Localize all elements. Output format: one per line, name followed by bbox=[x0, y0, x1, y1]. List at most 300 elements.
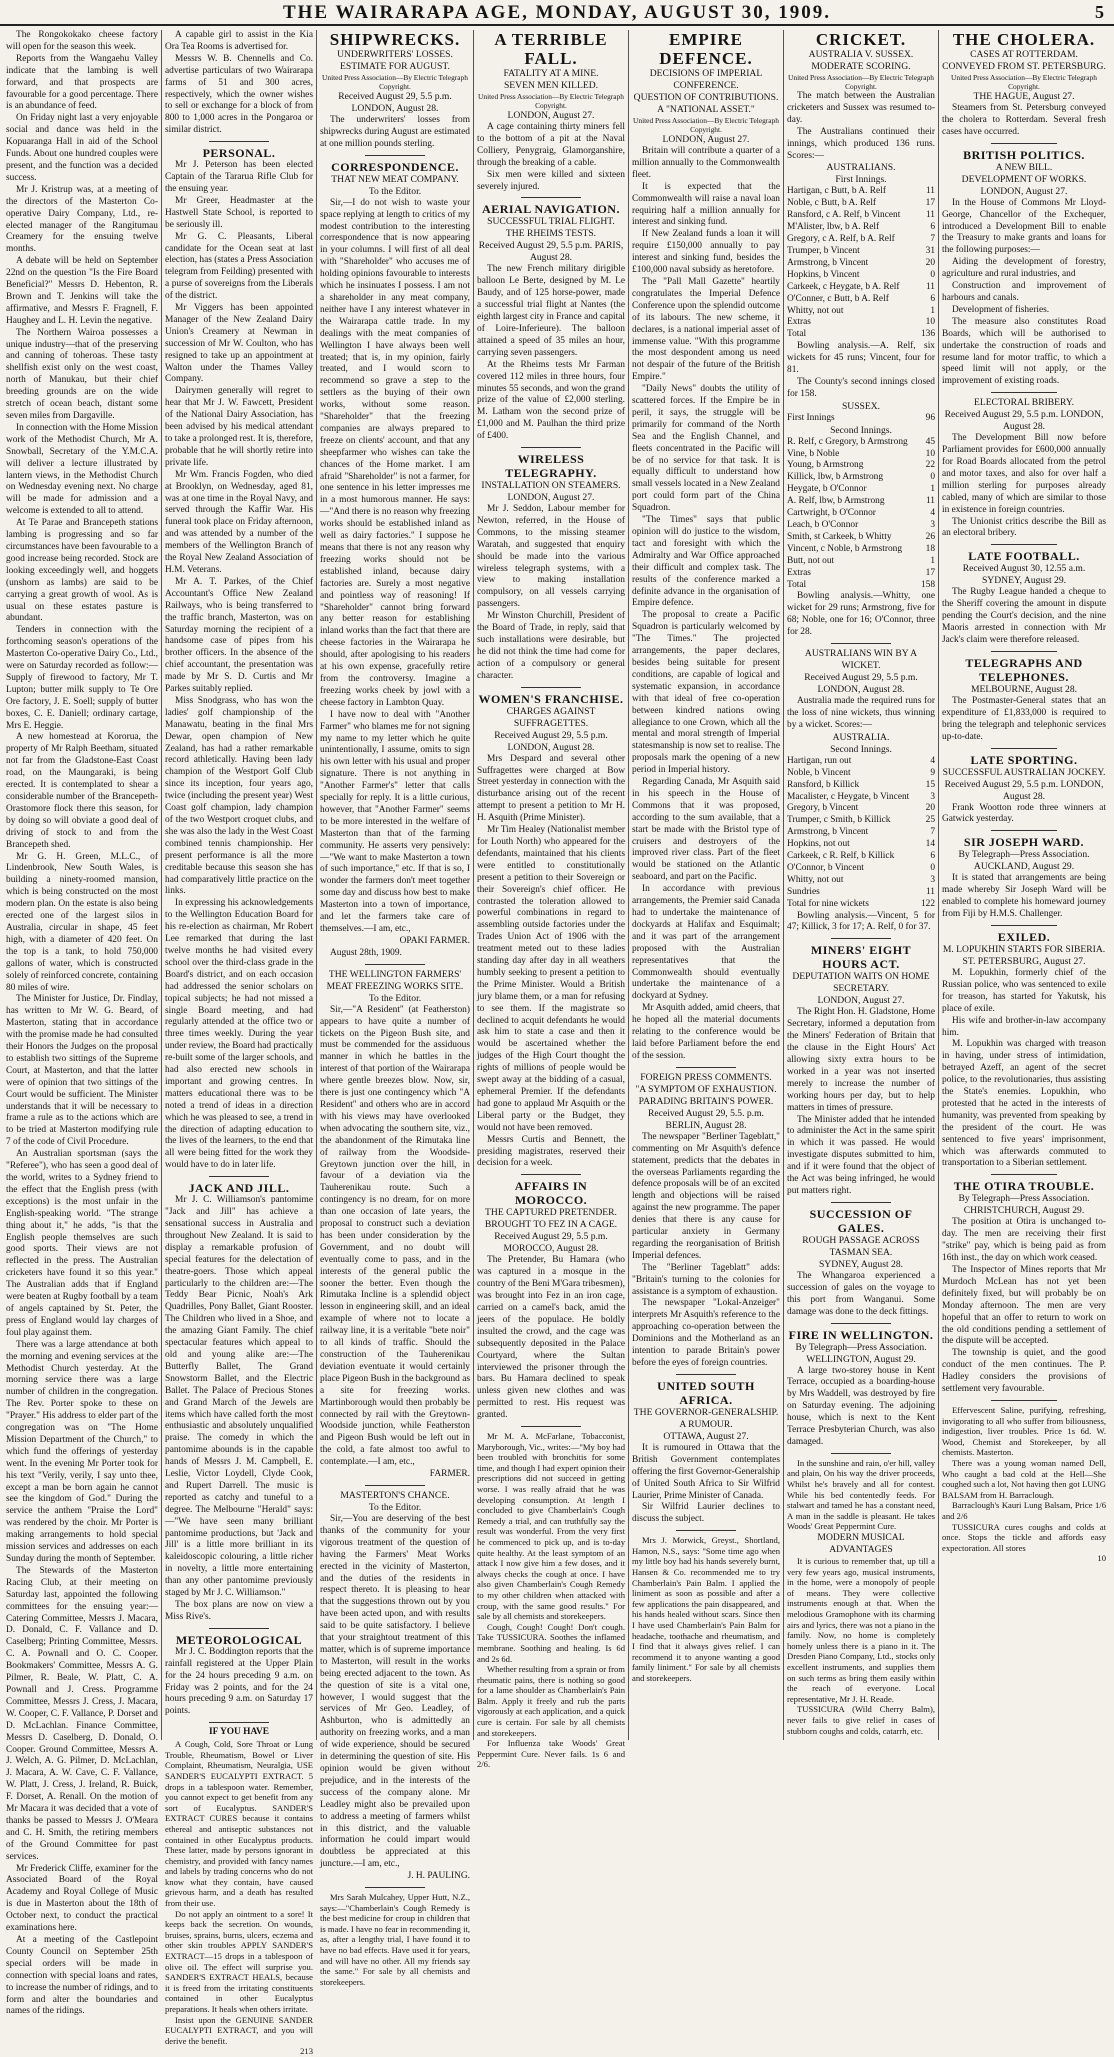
total-label: Total bbox=[787, 329, 807, 340]
batsman-runs: 20 bbox=[925, 803, 935, 814]
list-item: Construction and improvement of harbours and canals. bbox=[942, 281, 1106, 303]
batsman-name: Carkeek, c R. Relf, b Killick bbox=[787, 851, 895, 862]
batsman-name: Vincent, c Noble, b Armstrong bbox=[787, 543, 903, 554]
letter-paragraph: Sir,—You are deserving of the best thanks of the community for your vigorous treatment of the question of having the Farmers' Meat Works erected in the vicinity of Masterton, and the duties of the residents in respect thereto. It is pleasing to hear that the suggestions thrown out by you have been acted upon, and with results said to be quite satisfactory. I believe that your straightout treatment of this matter, which is of supreme importance to Masterton, will result in the works being erected adjacent to the town. As the question of site is a vital one, however, I would suggest that the services of Mr Geo. Leadley, of Ashburton, who is admittedly an authority on freezing works, and a man of wide experience, should be secured in determining the question of site. His opinion would be given without prejudice, and in the interests of the success of the company alone. Mr Leadley might also be prevailed upon to address a meeting of farmers whilst in this district, and the valuable information he could impart would doubtless be appreciated at this juncture.—I am, etc., bbox=[320, 1513, 470, 1870]
batsman-runs: 6 bbox=[930, 851, 935, 862]
dateline: LONDON, August 27. bbox=[507, 110, 595, 121]
divider bbox=[521, 1174, 580, 1175]
score-row bbox=[787, 496, 935, 508]
article-paragraph: The township is quiet, and the good conduct of the men continues. The P. Hadley considers the provisions of settlement very favourable. bbox=[942, 1348, 1106, 1395]
batsman-runs: 26 bbox=[925, 531, 935, 542]
article-paragraph: The newspaper "Lokal-Anzeiger" interprets Mr Asquith's reference to the approaching co-operation between the Dominions and the Motherland as an intention to parade Britain's power before the eyes of foreign countries. bbox=[632, 1298, 780, 1368]
team-label: AUSTRALIANS. bbox=[826, 162, 896, 174]
advertisement-text: Cough, Cough! Cough! Don't cough. Take TUSSICURA. Soothes the inflamed membrane. Soothing and healing. Is 6d and 2s 6d. bbox=[477, 1621, 625, 1664]
batsman-name: Noble, b Vincent bbox=[787, 767, 851, 778]
batsman-runs: 15 bbox=[925, 779, 935, 790]
column-6 bbox=[787, 30, 935, 1740]
subheading: MASTERTON'S CHANCE. bbox=[340, 1489, 450, 1501]
advertisement-text: TUSSICURA cures coughs and colds at once. Stops the tickle and affords easy expectoration. All stores bbox=[942, 1521, 1106, 1553]
subheading: ESTIMATE FOR AUGUST. bbox=[340, 61, 450, 72]
batsman-name: O'Conner, c Butt, b A. Relf bbox=[787, 293, 889, 304]
score-row bbox=[787, 460, 935, 472]
advertisement-text: In the sunshine and rain, o'er hill, valley and plain, On his way the driver proceeds, Whilst he's bravely and all for contest. While his bed contentedly feeds. For stalwart and tamed he has a constant need, A man in the saddle is pleasant. He takes Woods' Great Peppermint Cure. bbox=[787, 1457, 935, 1532]
total-label: Total bbox=[787, 579, 807, 590]
batsman-runs: 4 bbox=[930, 755, 935, 766]
batsman-runs: 17 bbox=[925, 198, 935, 209]
batsman-runs: 7 bbox=[930, 827, 935, 838]
article-paragraph: Mr J. Kristrup was, at a meeting of the directors of the Masterton Co-operative Dairy Company, Ltd., re-elected manager of the Rangitumau Creamery for the ensuing twelve months. bbox=[6, 184, 158, 255]
article-paragraph: M. Lopukhin was charged with treason in having, under stress of intimidation, betrayed Azeff, an agent of the secret police, to the revolutionaries, thus assisting the State's enemies. Lopukhin, who protested that he acted in the interests of humanity, was prevented from speaking by the president of the court. He was sentenced to five years' imprisonment, which was afterwards commuted to transportation to a Siberian settlement. bbox=[942, 1039, 1106, 1169]
advertisement-number: 213 bbox=[300, 2046, 313, 2057]
section-heading: THE OTIRA TROUBLE. bbox=[953, 1179, 1095, 1194]
batsman-runs: 0 bbox=[930, 472, 935, 483]
advertisement-text: For Influenza take Woods' Great Peppermint Cure. Never fails. 1s 6 and 2/6. bbox=[477, 1738, 625, 1770]
score-row bbox=[787, 792, 935, 804]
article-paragraph: Mr Winston Churchill, President of the Board of Trade, in reply, said that such installations were desirable, but he did not think the time had come for action of a compulsory or general character. bbox=[477, 611, 625, 681]
score-row bbox=[787, 246, 935, 258]
scorecard bbox=[787, 437, 935, 580]
dateline: LONDON, August 27. bbox=[817, 995, 905, 1007]
dateline: Received August 29, 5.5 p.m. PARIS, August 28. bbox=[478, 240, 624, 264]
masthead bbox=[0, 0, 1114, 26]
article-paragraph: The measure also constitutes Road Boards, which will be authorised to undertake the construction of roads and resume land for motor traffic, to which a speed limit will not apply, or the improvement of existing roads. bbox=[942, 316, 1106, 387]
article-paragraph: The Minister for Justice, Dr. Findlay, has written to Mr W. G. Beard, of Masterton, stating that in accordance with the promise made he had consulted their Honors the Judges on the proposal to establish two sittings of the Supreme Court, at Masterton, and that the latter were of opinion that two sittings of the Court would be sufficient. The Minister understands that it will be necessary to frame a rule as to the actions which are to be tried at Masterton modifying rule 7 of the code of Civil Procedure. bbox=[6, 994, 158, 1148]
section-heading: TELEGRAPHS AND TELEPHONES. bbox=[965, 655, 1083, 684]
batsman-runs: 10 bbox=[925, 448, 935, 459]
article-paragraph: Sir Wilfrid Laurier declines to discuss the subject. bbox=[632, 1502, 780, 1525]
divider bbox=[991, 1174, 1057, 1175]
article-paragraph: At the Rheims tests Mr Farman covered 112 miles in three hours, four minutes 55 seconds, and won the grand prize of the value of £2,000 sterling. M. Latham won the second prize of £1,000 and M. Paulhan the third prize of £400. bbox=[477, 359, 625, 442]
subheading: AUSTRALIA V. SUSSEX. bbox=[808, 49, 914, 60]
section-heading: EXILED. bbox=[997, 929, 1051, 944]
score-row bbox=[787, 449, 935, 461]
divider bbox=[676, 1530, 735, 1531]
divider bbox=[676, 1067, 735, 1068]
section-heading: CORRESPONDENCE. bbox=[331, 159, 459, 174]
subheading: THAT NEW MEAT COMPANY. bbox=[331, 173, 459, 185]
article-paragraph: "The Times" says that public opinion will do justice to the wisdom, tact and foresight with which the Admiralty and War Office approached their difficult and complex task. The results of the conference marked a definite advance in the organisation of Empire defence. bbox=[632, 515, 780, 609]
batsman-runs: 0 bbox=[930, 862, 935, 873]
column-7 bbox=[942, 30, 1106, 1740]
subheading: DEPUTATION WAITS ON HOME SECRETARY. bbox=[792, 971, 930, 995]
subheading: ROUGH PASSAGE ACROSS TASMAN SEA. bbox=[802, 1234, 920, 1258]
score-row bbox=[787, 887, 935, 899]
column-3 bbox=[320, 30, 470, 1987]
score-row bbox=[787, 827, 935, 839]
batsman-runs: 1 bbox=[930, 555, 935, 566]
section-heading: JACK AND JILL. bbox=[188, 1181, 290, 1196]
batsman-runs: 14 bbox=[925, 839, 935, 850]
divider bbox=[365, 964, 425, 965]
dateline: MELBOURNE, August 28. bbox=[970, 683, 1078, 695]
dateline: Received August 29, 5.5 p.m. LONDON, August 28. bbox=[494, 729, 608, 753]
subheading: FOREIGN PRESS COMMENTS. bbox=[640, 1071, 772, 1083]
page-number: 5 bbox=[1095, 2, 1104, 22]
article-paragraph: Frank Wootton rode three winners at Gatwick yesterday. bbox=[942, 802, 1106, 825]
batsman-name: Ransford, b Killick bbox=[787, 779, 860, 790]
column-divider bbox=[161, 30, 162, 1740]
dateline: Received August 29, 5.5 p.m. LONDON, August 28. bbox=[338, 91, 452, 114]
batsman-name: Heygate, b O'Connor bbox=[787, 484, 867, 495]
article-paragraph: An Australian sportsman (says the "Referee"), who has seen a good deal of the world, writes to a Sydney friend to the effect that the English press (with exceptions) is the most unfair in the English-speaking world. "The strange thing about it," he adds, "is that the English people themselves are such good sports. Their views are not reflected in the press. The Australian cricketers have found it so this year." The Australian adds that if England were beaten at Rugby football by a team of angels captained by St. Peter, the press of England would lay charges of foul play against them. bbox=[6, 1149, 158, 1338]
column-divider bbox=[628, 30, 629, 1740]
batsman-runs: 3 bbox=[930, 520, 935, 530]
subheading: MODERN MUSICAL ADVANTAGES bbox=[817, 1532, 905, 1555]
advertisement-heading: IF YOU HAVE bbox=[208, 1727, 270, 1738]
batsman-name: Extras bbox=[787, 317, 811, 328]
score-row bbox=[787, 258, 935, 270]
divider bbox=[831, 938, 890, 939]
batsman-name: Noble, c Butt, b A. Relf bbox=[787, 198, 877, 209]
batsman-runs: 17 bbox=[925, 567, 935, 578]
batsman-name: Hartigan, run out bbox=[787, 755, 852, 766]
subheading: BROUGHT TO FEZ IN A CAGE. bbox=[484, 1219, 618, 1231]
article-paragraph: It is stated that arrangements are being made whereby Sir Joseph Ward will be enabled to complete his homeward journey from Fiji by H.M.S. Challenger. bbox=[942, 873, 1106, 920]
section-heading: BRITISH POLITICS. bbox=[963, 147, 1085, 162]
divider bbox=[831, 1202, 890, 1203]
article-paragraph: Mr Greer, Headmaster at the Hastwell State School, is reported to be seriously ill. bbox=[165, 195, 313, 230]
advertisement-text: Barraclough's Kauri Lung Balsam, Price 1/6 and 2/6 bbox=[942, 1500, 1106, 1521]
batsman-runs: 6 bbox=[930, 222, 935, 233]
bowling-analysis: Bowling analysis.—Whitty, one wicket for 29 runs; Armstrong, five for 68; Noble, one for 16; O'Connor, three for 28. bbox=[787, 591, 935, 638]
advertisement-text: TUSSICURA (Wild Cherry Balm), never fails to give relief in cases of stubborn coughs and colds, catarrh, etc. bbox=[787, 1704, 935, 1736]
score-row bbox=[787, 839, 935, 851]
article-paragraph: The proposal to create a Pacific Squadron is particularly welcomed by "The Times." The projected arrangements, the paper declares, besides being suitable for present conditions, are capable of logical and systematic expansion, in accordance with that ideal of free co-operation between kindred nations owing allegiance to one Crown, which all the mental and moral strength of Imperial statesmanship is now set to realise. The proposals mark the opening of a new period in Imperial history. bbox=[632, 610, 780, 776]
dateline: Received August 29, 5.5 p.m. LONDON, August 28. bbox=[944, 409, 1104, 433]
article-paragraph: The Inspector of Mines reports that Mr Murdoch McLean has not yet been definitely fixed, but will probably be on Monday afternoon. The men are very hopeful that an offer to return to work on the old conditions pending a settlement of the dispute will be accepted. bbox=[942, 1265, 1106, 1347]
score-row bbox=[787, 780, 935, 792]
dateline: Received August 29, 5.5 p.m. MOROCCO, August 28. bbox=[494, 1231, 608, 1255]
article-paragraph: Mr G. H. Green, M.L.C., of Lindenbrook, New South Wales, is building a ninety-roomed mansion, which is being constructed on the most modern plan. On the estate is also being erected one of the largest silos in Australia, circular in shape, 45 feet high, with a diameter of 420 feet. On the top is a tank, to hold 750,000 gallons of water, which is constructed solely of reinforced concrete, containing 80 miles of wire. bbox=[6, 851, 158, 993]
batsman-runs: 11 bbox=[925, 186, 935, 197]
column-1 bbox=[6, 30, 158, 2017]
batsman-name: Gregory, b Vincent bbox=[787, 803, 859, 814]
batsman-runs: 31 bbox=[925, 245, 935, 256]
article-paragraph: The Minister added that he intended to administer the Act in the same spirit in which it was passed. He would investigate disputes submitted to him, and if it were found that the object of the Act was being infringed, he would put matters right. bbox=[787, 1114, 935, 1196]
article-paragraph: Mr J. Seddon, Labour member for Newton, referred, in the House of Commons, to the missing steamer Waratah, and suggested that enquiry should be made into the various wireless telegraph systems, with a view to making installation compulsory, on all vessels carrying passengers. bbox=[477, 504, 625, 610]
batsman-name: Hartigan, c Butt, b A. Relf bbox=[787, 186, 886, 197]
batsman-name: Carkeek, c Heygate, b A. Relf bbox=[787, 281, 900, 292]
article-paragraph: The County's second innings closed for 158. bbox=[787, 376, 935, 399]
divider bbox=[521, 1426, 580, 1427]
subheading: THE CAPTURED PRETENDER. bbox=[485, 1207, 617, 1219]
dateline: ST. PETERSBURG, August 27. bbox=[962, 955, 1086, 967]
advertisement-text: Effervescent Saline, purifying, refreshing, invigorating to all who suffer from biliousness, indigestion, liver troubles. Price 1s 6d. W. Wood, Chemist and Storekeeper, by all chemists. Masterton. bbox=[942, 1404, 1106, 1458]
divider bbox=[521, 197, 580, 198]
article-paragraph: The newspaper "Berliner Tageblatt," commenting on Mr Asquith's defence statement, predicts that the debates in the overseas Parliaments regarding the defence proposals will be of an excited length and objections will be raised against the new programme. The paper denies that there is any cause for particular anxiety in Germany regarding the reorganisation of British Imperial defences. bbox=[632, 1131, 780, 1261]
score-row bbox=[787, 851, 935, 863]
column-4 bbox=[477, 30, 625, 1770]
batsman-runs: 6 bbox=[930, 293, 935, 304]
innings-label: Second Innings. bbox=[830, 424, 892, 436]
divider bbox=[365, 155, 425, 156]
innings-label: Second Innings. bbox=[830, 743, 892, 755]
subheading: CHARGES AGAINST SUFFRAGETTES. bbox=[506, 705, 596, 729]
article-paragraph: A capable girl to assist in the Kia Ora Tea Rooms is advertised for. bbox=[165, 30, 313, 52]
divider bbox=[991, 748, 1057, 749]
dateline: LONDON, August 27. bbox=[507, 492, 595, 504]
article-paragraph: Messrs Curtis and Bennett, the presiding magistrates, reserved their decision for a week. bbox=[477, 1134, 625, 1169]
section-heading: AERIAL NAVIGATION. bbox=[482, 202, 620, 217]
batsman-name: Whitty, not out bbox=[787, 874, 844, 885]
subheading: CASES AT ROTTERDAM. bbox=[970, 49, 1078, 60]
section-heading: UNITED SOUTH AFRICA. bbox=[657, 1378, 755, 1407]
total-value: 122 bbox=[920, 898, 935, 909]
subheading: MODERATE SCORING. bbox=[811, 61, 911, 72]
wire-credit: United Press Association—By Electric Telegraph Copyright. bbox=[788, 73, 934, 91]
total-label: Total for nine wickets bbox=[787, 898, 869, 909]
subheading: INSTALLATION ON STEAMERS. bbox=[481, 480, 621, 492]
score-row bbox=[787, 317, 935, 329]
column-divider bbox=[473, 30, 474, 1740]
article-paragraph: At a meeting of the Castlepoint County Council on September 25th special orders will be made in connection with special loans and rates, to increase the number of ridings, and to form and alter the boundaries and names of the ridings. bbox=[6, 1935, 158, 2017]
score-row bbox=[787, 282, 935, 294]
batsman-runs: 45 bbox=[925, 436, 935, 447]
article-paragraph: At Te Parae and Brancepeth stations lambing is progressing and so far circumstances have been favourable to a good increase being recorded. Stock are looking exceedingly well, and hoggets (unshorn as lambs) are said to be carrying a great growth of wool. As is usual on these estates pasture is abundant. bbox=[6, 518, 158, 624]
article-paragraph: Steamers from St. Petersburg conveyed the cholera to Rotterdam. Several fresh cases have occurred. bbox=[942, 103, 1106, 137]
letter-paragraph: Sir,—"A Resident" (at Featherston) appears to have quite a number of tickets on the Pigeon Bush site, and must be commended for the assiduous manner in which he battles in the interest of that portion of the Wairarapa where gentle breezes blow. Now, sir, there is just one contingency which "A Resident" and others who are in accord with his views may have overlooked when advocating the southern site, viz., the abandonment of the Rimutaka line of railway from the Woodside-Greytown junction over the hill, in favour of a deviation via the Tauherenikau route. Such a contingency is no dream, for on more than one occasion of late years, the proposal to construct such a deviation has been under consideration by the Government, and no doubt will eventually come to pass, and in the interests of the general public the sooner the better. Even though the Rimutaka Incline is a splendid object lesson in engineering skill, and an ideal example of where not to locate a railway line, it is a veritable "bete noir" to all kinds of traffic. Should the construction of the Tauherenikau deviation eventuate it would certainly place Pigeon Bush in the background as a site for freezing works. Martinborough would then probably be connected by rail with the Greytown-Woodside junction, while Featherston and Pigeon Bush would be left out in the cold, a fate almost too awful to contemplate.—I am, etc., bbox=[320, 1004, 470, 1468]
batsman-name: Butt, not out bbox=[787, 555, 835, 566]
article-paragraph: Mr A. T. Parkes, of the Chief Accountant's Office New Zealand Railways, who is being transferred to the traffic branch, Masterton, was on Saturday morning the recipient of a handsome case of pipes from his brother officers. In the absence of the chief accountant, the presentation was made by Mr S. D. Curtis and Mr Parkes suitably replied. bbox=[165, 576, 313, 695]
score-total bbox=[787, 329, 935, 341]
divider bbox=[209, 1722, 268, 1723]
score-total bbox=[787, 899, 935, 911]
batsman-name: Armstrong, b Vincent bbox=[787, 257, 869, 268]
divider bbox=[991, 830, 1057, 831]
article-paragraph: Regarding Canada, Mr Asquith said in his speech in the House of Commons that it was proposed, according to the sum available, that a start be made with the Bristol type of cruisers and destroyers of the improved river class. Part of the fleet would be stationed on the Atlantic seaboard, and part on the Pacific. bbox=[632, 777, 780, 883]
article-paragraph: Mr G. C. Pleasants, Liberal candidate for the Ocean seat at last election, has (states a Press Association telegram from Feilding) presented with a purse of sovereigns from the Liberals of the district. bbox=[165, 231, 313, 302]
article-paragraph: Britain will contribute a quarter of a million annually to the Commonwealth fleet. bbox=[632, 146, 780, 180]
section-heading: SHIPWRECKS. bbox=[329, 30, 461, 49]
batsman-runs: 11 bbox=[925, 886, 935, 897]
article-paragraph: Tenders in connection with the forthcoming season's operations of the Masterton Co-operative Dairy Co., Ltd., were on Saturday recorded as follow:—Supply of firewood to factory, Mr T. Lupton; butter milk supply to Te Ore Ore factory, J. E. Soell; supply of butter boxes, C. E. Daniell; ordinary cartage, Mrs E. Heggie. bbox=[6, 625, 158, 731]
score-row bbox=[787, 222, 935, 234]
article-paragraph: Mr Wm. Francis Fogden, who died at Brooklyn, on Wednesday, aged 81, was at one time in the Royal Navy, and served through the Kaffir War. His funeral took place on Friday afternoon, and was attended by a number of the members of the Wellington Branch of the Royal New Zealand Association of H.M. Veterans. bbox=[165, 469, 313, 575]
batsman-name: A. Relf, lbw, b Armstrong bbox=[787, 496, 885, 507]
salutation: To the Editor. bbox=[368, 992, 422, 1004]
batsman-name: Macalister, c Heygate, b Vincent bbox=[787, 791, 910, 802]
article-paragraph: The Rongokokako cheese factory will open for the season this week. bbox=[6, 30, 158, 52]
subheading: "A SYMPTOM OF EXHAUSTION. bbox=[635, 1083, 777, 1095]
section-heading: SUCCESSION OF GALES. bbox=[809, 1206, 913, 1235]
advertisement-text: There was a young woman named Dell, Who caught a bad cold at the Hell—She coughed such a lot, Not having then got LUNG BALSAM from H. Barraclough. bbox=[942, 1457, 1106, 1500]
section-heading: A TERRIBLE FALL. bbox=[494, 30, 608, 68]
section-heading: AFFAIRS IN MOROCCO. bbox=[514, 1179, 588, 1208]
article-paragraph: Messrs W. B. Chennells and Co. advertise particulars of two Wairarapa farms of 51 and 300 acres, respectively, which the owner wishes to sell or exchange for a block of from 800 to 1,000 acres in the Pongaroa or similar district. bbox=[165, 53, 313, 136]
column-divider bbox=[783, 30, 784, 1740]
subheading: THE RHEIMS TESTS. bbox=[505, 228, 597, 240]
subheading: THE GOVERNOR-GENERALSHIP. bbox=[633, 1406, 779, 1418]
article-paragraph: The Unionist critics describe the Bill as an electoral bribery. bbox=[942, 516, 1106, 539]
batsman-name: Killick, lbw, b Armstrong bbox=[787, 472, 884, 483]
divider bbox=[991, 544, 1057, 545]
article-paragraph: The "Berliner Tageblatt" adds: "Britain's turning to the colonies for assistance is a symptom of exhaustion. bbox=[632, 1262, 780, 1297]
article-paragraph: The Stewards of the Masterton Racing Club, at their meeting on Saturday last, appointed the following committees for the ensuing year:—Catering Committee, Messrs J. Macara, D. Donald, C. F. Vallance and D. Caselberg; Printing Committee, Messrs. C. A. Pownall and O. C. Cooper. Bookmakers' Committee, Messrs A. G. Pilmer, R. Beale, W. Platt, C. A. Pownall and J. Cress. Programme Committee, Messrs J. Cress, J. Macara, W. Cooper, C. F. Vallance, P. Dorset and D. McLachlan. Finance Committee, Messrs D. Caselberg, D. Donald, O. Cooper. Ground Committee, Messrs A. J. Welch, A. G. Pilmer, D. McLachlan, J. Macara, A. W. Cave, C. F. Vallance, W. Platt, J. Cress, J. Ireland, R. Buick, F. Dorset, A. Renall. On the motion of Mr Macara it was decided that a vote of thanks be passed to Messrs J. O'Meara and C. H. Smith, the retiring members of the Ground Committee for past services. bbox=[6, 1565, 158, 1862]
batsman-runs: 1 bbox=[930, 305, 935, 316]
dateline: Received August 29, 5.5 p.m. LONDON, August 28. bbox=[804, 672, 918, 696]
letter-signature: J. H. PAULING. bbox=[407, 1871, 470, 1882]
batsman-name: Leach, b O'Connor bbox=[787, 520, 859, 530]
article-paragraph: A new homestead at Kororua, the property of Mr Ralph Beetham, situated not far from the Gladstone-East Coast road, on the Maungaraki, is being erected. It is contemplated to shear a considerable number of the Brancepeth-Orastomore flock there this season, for by doing so will obviate a good deal of driving of stock to and from the Brancepeth shed. bbox=[6, 732, 158, 850]
divider bbox=[831, 643, 890, 644]
article-paragraph: There was a large attendance at both the morning and evening services at the Methodist Church yesterday. At the morning service there was a large number of children in the congregation. The Rev. Porter spoke to these on "Prayer." His address to elder part of the congregation was on "The Home Mission Department of the Church," to which fund the offerings of yesterday went. In the evening Mr Porter took for his text "Verily, verily, I say unto thee, except a man be born again he cannot see the kingdom of God." During the service the anthem "Praise the Lord" was rendered by the choir. Mr Porter is making arrangements to hold special mission services and addresses on each Sunday during the month of September. bbox=[6, 1339, 158, 1564]
newspaper-title: THE WAIRARAPA AGE, MONDAY, AUGUST 30, 1909. bbox=[282, 2, 832, 23]
batsman-runs: 22 bbox=[925, 460, 935, 471]
article-paragraph: The Right Hon. H. Gladstone, Home Secretary, informed a deputation from the Miners' Federation of Britain that the clause in the Eight Hours' Act allowing sixty extra hours to be worked in a year was not inserted merely to increase the number of working hours per day, but to help matters in times of pressure. bbox=[787, 1007, 936, 1113]
article-paragraph: Mr Tim Healey (Nationalist member for Louth North) who appeared for the defendants, maintained that his clients were entitled to constitutionally present a petition to their Sovereign or their Sovereign's chief officer. He contrasted the toleration allowed to powerful combinations in regard to assembling outside factories under the Trades Union Act of 1906 with the treatment meted out to these ladies standing day after day in all weathers humbly seeking to present a petition to the Prime Minister. Would a British jury blame them, or a man for refusing to see them. If the magistrate so declined to acquit defendants he would ask him to state a case and then it would be ascertained whether the judges of the High Court thought the rights of millions of people would be swept away at the bidding of a casual, ephemeral Premier. If the defendants had gone to applaud Mr Asquith or the Liberal party or the Budget, they would not have been removed. bbox=[477, 825, 625, 1133]
divider bbox=[521, 687, 580, 688]
article-paragraph: The Postmaster-General states that an expenditure of £1,833,000 is required to bring the telegraph and telephonic services up-to-date. bbox=[942, 695, 1106, 742]
article-paragraph: The position at Otira is unchanged to-day. The men are receiving their first "strike" pay, which is being paid as from 16th inst., the day on which work ceased. bbox=[942, 1217, 1106, 1264]
score-row bbox=[787, 875, 935, 887]
batsman-name: Extras bbox=[787, 567, 811, 578]
article-paragraph: A debate will be held on September 22nd on the question "Is the Fire Board Beneficial?" Messrs D. Hebenton, R. Brown and T. Jenkins will take the affirmative, and Messrs F. Fragnell, F. Haughey and L. H. Levin the negative. bbox=[6, 256, 158, 326]
article-paragraph: Dairymen generally will regret to hear that Mr J. W. Fawcett, President of the National Dairy Association, has been advised by his medical attendant to take a prolonged rest. It is, therefore, probable that he will shortly retire into private life. bbox=[165, 386, 313, 468]
innings-label: First Innings. bbox=[835, 174, 887, 186]
bowling-analysis: Bowling analysis.—A. Relf, six wickets for 45 runs; Vincent, four for 81. bbox=[787, 341, 935, 376]
divider bbox=[365, 1485, 425, 1486]
batsman-runs: 0 bbox=[930, 269, 935, 280]
batsman-runs: 18 bbox=[925, 543, 935, 554]
scorecard bbox=[787, 756, 935, 899]
column-divider bbox=[938, 30, 939, 1740]
divider bbox=[991, 1400, 1057, 1401]
score-row bbox=[787, 556, 935, 568]
score-row bbox=[787, 863, 935, 875]
divider bbox=[991, 651, 1057, 652]
divider bbox=[831, 1453, 890, 1454]
letter-date: August 28th, 1909. bbox=[330, 947, 402, 958]
article-paragraph: A cage containing thirty miners fell to the bottom of a pit at the Naval Colliery, Penygraig, Glamorganshire, through the breaking of a cable. bbox=[477, 122, 625, 168]
advertisement-text: Do not apply an ointment to a sore! It keeps back the secretion. On wounds, bruises, sprains, burns, ulcers, eczema and other skin troubles APPLY SANDER'S EXTRACT—15 drops in a tablespoon of olive oil. The effect will surprise you. SANDER'S EXTRACT HEALS, because it is freed from the irritating constituents contained in other Eucalyptus preparations. It heals when others irritate. bbox=[165, 1908, 313, 2014]
dateline: SYDNEY, August 28. bbox=[818, 1258, 904, 1270]
dateline: Received August 29, 5.5 p.m. LONDON, August 28. bbox=[944, 778, 1104, 802]
subheading: DECISIONS OF IMPERIAL CONFERENCE. bbox=[649, 68, 763, 91]
subheading: SUCCESSFUL TRIAL FLIGHT. bbox=[487, 216, 615, 228]
list-item: Aiding the development of forestry, agriculture and rural industries, and bbox=[942, 257, 1106, 280]
batsman-name: Smith, st Carkeek, b Whitty bbox=[787, 531, 892, 542]
section-heading: PERSONAL. bbox=[202, 146, 276, 161]
section-heading: WIRELESS TELEGRAPHY. bbox=[505, 452, 597, 481]
section-heading: LATE FOOTBALL. bbox=[968, 549, 1080, 564]
batsman-runs: 1 bbox=[930, 484, 935, 495]
batsman-name: Armstrong, b Vincent bbox=[787, 827, 869, 838]
article-paragraph: The Australians continued their innings, which produced 136 runs. Scores:— bbox=[787, 126, 935, 161]
divider bbox=[209, 1628, 268, 1629]
score-row bbox=[787, 520, 935, 532]
dateline: Received August 30, 12.55 a.m. SYDNEY, August 29. bbox=[962, 563, 1086, 587]
score-row bbox=[787, 210, 935, 222]
subheading: A NEW BILL. bbox=[995, 161, 1053, 173]
article-paragraph: Six men were killed and sixteen severely injured. bbox=[477, 169, 625, 192]
dateline: By Telegraph—Press Association. CHRISTCHURCH, August 29. bbox=[958, 1193, 1090, 1217]
batsman-runs: 3 bbox=[930, 791, 935, 802]
subheading: AUSTRALIANS WIN BY A WICKET. bbox=[804, 648, 918, 672]
section-heading: MINERS' EIGHT HOURS ACT. bbox=[810, 943, 912, 972]
subheading: FATALITY AT A MINE. bbox=[503, 68, 599, 79]
batsman-runs: 11 bbox=[925, 496, 935, 507]
subheading: UNDERWRITERS' LOSSES. bbox=[337, 49, 453, 60]
article-paragraph: The underwriters' losses from shipwrecks during August are estimated at one million pounds sterling. bbox=[320, 115, 470, 149]
batsman-name: Ransford, c A. Relf, b Vincent bbox=[787, 210, 901, 221]
subheading: SUCCESSFUL AUSTRALIAN JOCKEY. bbox=[942, 766, 1106, 778]
section-heading: FIRE IN WELLINGTON. bbox=[788, 1327, 934, 1342]
subheading: DEVELOPMENT OF WORKS. bbox=[961, 173, 1087, 185]
divider bbox=[991, 392, 1057, 393]
section-heading: EMPIRE DEFENCE. bbox=[659, 30, 753, 68]
article-paragraph: It is rumoured in Ottawa that the British Government contemplates offering the first Governor-Generalship of United South Africa to Sir Wilfrid Laurier, Prime Minister of Canada. bbox=[632, 1442, 780, 1501]
score-row bbox=[787, 472, 935, 484]
salutation: To the Editor. bbox=[368, 1501, 422, 1513]
article-paragraph: Mr J. C. Boddington reports that the rainfall registered at the Upper Plain for the 24 hours preceding 9 a.m. on Friday was 2 points, and for the 24 hours preceding 9 a.m. on Saturday 17 points. bbox=[165, 1646, 313, 1717]
innings-total: 96 bbox=[925, 412, 935, 423]
batsman-runs: 10 bbox=[925, 317, 935, 328]
score-row bbox=[787, 544, 935, 556]
batsman-name: Sundries bbox=[787, 886, 820, 897]
article-paragraph: In expressing his acknowledgements to the Wellington Education Board for his re-election as chairman, Mr Robert Lee remarked that during the last twelve months he had visited every school over the third-class grade in the Board's district, and on each occasion had addressed the senior scholars on topical subjects; he had not missed a single Board meeting, and had regularly attended at the office two or three times weekly. During the year under review, the Board had practically re-built some of the larger schools, and had also erected new schools in important and growing centres. In matters educational there was to be noted a trend of ideas in a direction which he was pleased to see, a trend in the direction of adapting education to the lives of the learners, to the end that all were being fitted for the work they would have to do in later life. bbox=[165, 898, 313, 1171]
dateline: By Telegraph—Press Association. AUCKLAND, August 29. bbox=[958, 849, 1090, 873]
batsman-runs: 3 bbox=[930, 874, 935, 885]
subheading: CONVEYED FROM ST. PETERSBURG. bbox=[942, 61, 1106, 72]
batsman-name: Gregory, c A. Relf, b A. Relf bbox=[787, 234, 895, 245]
advertisement-text: Whether resulting from a sprain or from rheumatic pains, there is nothing so good for a lame shoulder as Chamberlain's Pain Balm. Apply it freely and rub the parts vigorously at each application, and a quick cure is certain. For sale by all chemists and storekeepers. bbox=[477, 1664, 625, 1738]
letter-signature: FARMER. bbox=[429, 1469, 470, 1480]
article-paragraph: A large two-storey house in Kent Terrace, occupied as a boarding-house by Mrs Waddell, was destroyed by fire on Saturday evening. The adjoining house, which is next to the Kent Terrace Presbyterian Church, was also damaged. bbox=[787, 1365, 935, 1447]
article-paragraph: The new French military dirigible balloon Le Berte, designed by M. Le Baudy, and of 125 horse-power, made a successful trial flight at Nantes (the eighth largest city in France and capital of Loire-Inferieure). The balloon attained a speed of 35 miles an hour, carrying seven passengers. bbox=[477, 264, 625, 358]
divider bbox=[831, 1323, 890, 1324]
advertisement-text: Mrs J. Morwick, Greyst., Shortland, Hamon, N.S., says: "Some time ago when my little boy had his hands severely burnt, Hansen & Co. recommended me to try Chamberlain's Pain Balm. I applied the liniment as soon as possible and after a few applications the pain disappeared, and his hands healed without scars. Since then I have used Chamberlain's Pain Balm for headache, toothache and rheumatism, and I find that it always gives relief. I can recommend it to anyone wanting a good family liniment." For sale by all chemists and storekeepers. bbox=[632, 1535, 780, 1683]
score-row bbox=[787, 270, 935, 282]
subheading: M. LOPUKHIN STARTS FOR SIBERIA. bbox=[942, 943, 1106, 955]
divider bbox=[991, 925, 1057, 926]
score-row bbox=[787, 568, 935, 580]
article-paragraph: The Rugby League handed a cheque to the Sheriff covering the amount in dispute pending the Court's decision, and the nine Maoris arrested in connection with Mr Jack's claim were therefore released. bbox=[942, 587, 1106, 645]
section-heading: LATE SPORTING. bbox=[970, 752, 1078, 767]
section-heading: SIR JOSEPH WARD. bbox=[963, 835, 1085, 850]
score-row bbox=[787, 294, 935, 306]
batsman-name: Vine, b Noble bbox=[787, 448, 840, 459]
batsman-runs: 11 bbox=[925, 210, 935, 221]
batsman-name: M'Alister, lbw, b A. Relf bbox=[787, 222, 880, 233]
score-total bbox=[787, 580, 935, 592]
article-paragraph: The box plans are now on view a Miss Rive's. bbox=[165, 1600, 313, 1622]
article-paragraph: The Whangaroa experienced a succession of gales on the voyage to this port from Wanganui. Some damage was done to the deck fittings. bbox=[787, 1270, 935, 1317]
wire-credit: United Press Association—By Electric Telegraph Copyright. bbox=[951, 73, 1097, 91]
score-row bbox=[787, 306, 935, 318]
list-item: Development of fisheries. bbox=[952, 304, 1050, 315]
wire-credit: United Press Association—By Electric Telegraph Copyright. bbox=[633, 116, 779, 134]
article-paragraph: The match between the Australian cricketers and Sussex was resumed to-day. bbox=[787, 91, 935, 125]
batsman-name: Young, b Armstrong bbox=[787, 460, 864, 471]
article-paragraph: Australia made the required runs for the loss of nine wickets, thus winning by a wicket. Scores:— bbox=[787, 696, 935, 730]
article-paragraph: On Friday night last a very enjoyable social and dance was held in the Kopuaranga Hall in aid of the School Funds. About one hundred couples were present, and the function was a decided success. bbox=[6, 113, 158, 183]
bowling-analysis: Bowling analysis.—Vincent, 5 for 47; Killick, 3 for 17; A. Relf, 0 for 37. bbox=[787, 910, 935, 933]
article-paragraph: Mrs Despard and several other Suffragettes were charged at Bow Street yesterday in connection with the disturbance arising out of the recent attempt to present a petition to Mr H. H. Asquith (Prime Minister). bbox=[477, 753, 625, 824]
total-value: 158 bbox=[920, 579, 935, 590]
article-paragraph: In accordance with previous arrangements, the Premier said Canada had to undertake the maintenance of dockyards at Halifax and Esquimalt; and it was part of the arrangement proposed with the Australian representatives that the Commonwealth should eventually undertake the maintenance of a dockyard at Sydney. bbox=[632, 884, 780, 1002]
letter-signature: OPAKI FARMER. bbox=[399, 935, 470, 946]
batsman-runs: 7 bbox=[930, 234, 935, 245]
batsman-runs: 20 bbox=[925, 257, 935, 268]
article-paragraph: If New Zealand funds a loan it will require £150,000 annually to pay interest and sinking fund, besides the £100,000 naval subsidy as heretofore. bbox=[632, 229, 780, 276]
dateline: LONDON, August 27. bbox=[980, 185, 1068, 197]
batsman-runs: 11 bbox=[925, 281, 935, 292]
section-heading: THE CHOLERA. bbox=[952, 30, 1096, 49]
batsman-name: Trumper, b Vincent bbox=[787, 245, 860, 256]
divider bbox=[209, 1176, 268, 1177]
subheading: ELECTORAL BRIBERY. bbox=[973, 397, 1075, 409]
advertisement-text: Insist upon the GENUINE SANDER EUCALYPTI EXTRACT, and you will derive the benefit. bbox=[165, 2014, 313, 2046]
